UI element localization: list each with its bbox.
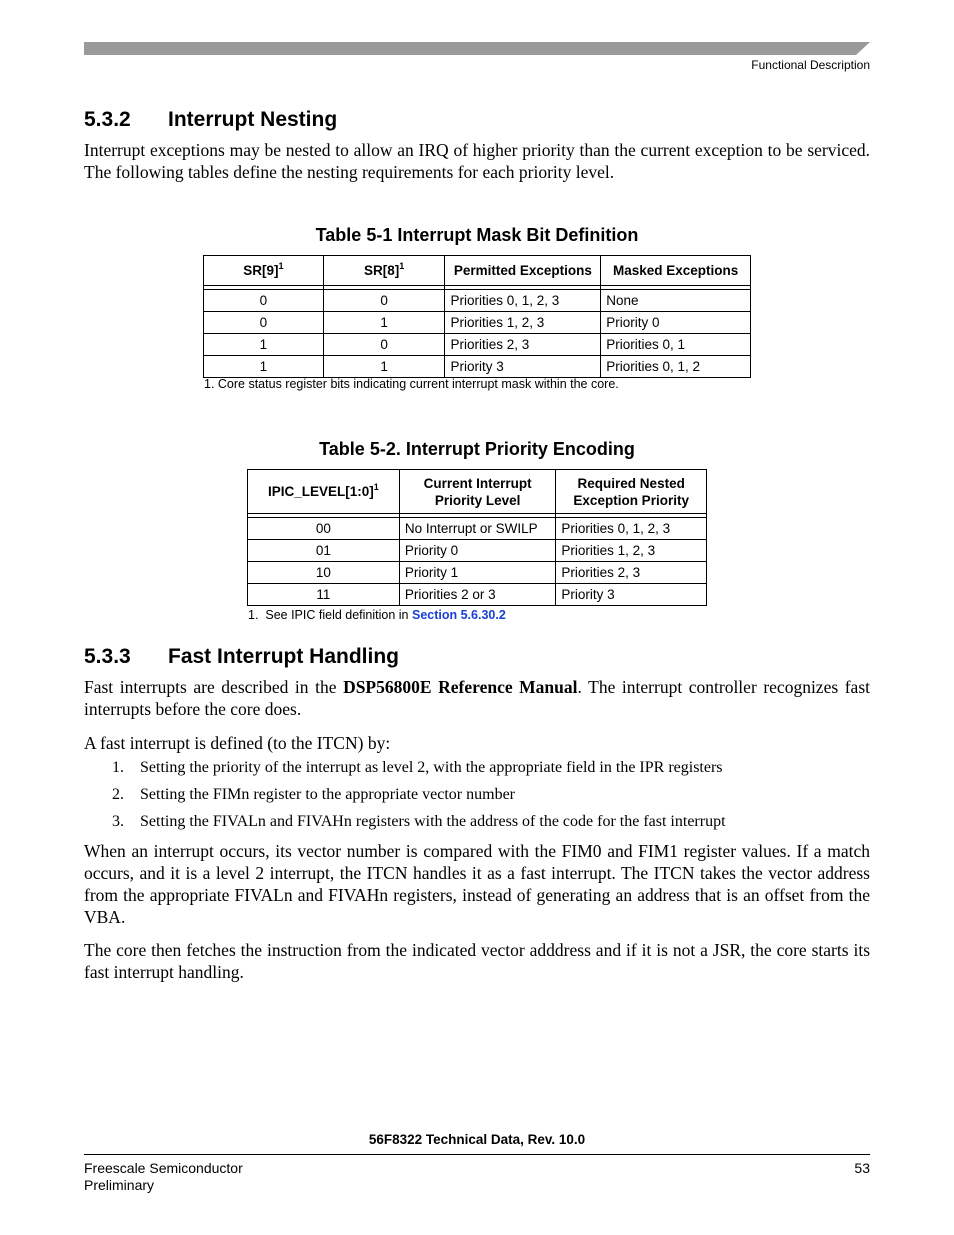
running-title: Functional Description (751, 58, 870, 72)
table-row: 11 Priorities 2 or 3 Priority 3 (248, 584, 707, 606)
list-item: 1. Setting the priority of the interrupt as level 2, with the appropriate field in the IPR registers (112, 759, 723, 776)
table-row: 1 1 Priority 3 Priorities 0, 1, 2 (204, 356, 751, 378)
table1-header: Masked Exceptions (601, 256, 751, 286)
table1-caption: Table 5-1 Interrupt Mask Bit Definition (315, 225, 639, 245)
table1-header: $SR[9]^1$ (204, 256, 324, 286)
table2-footnote: 1. See IPIC field definition in Section 5.6.30.2 (248, 608, 506, 622)
list-item: 2. Setting the FIMn register to the appropriate vector number (112, 786, 516, 803)
nesting-paragraph: Interrupt exceptions may be nested to allow an IRQ of higher priority than the current exception to be serviced. The following tables define the nesting requirements for each priority level. (84, 140, 870, 182)
table-row: 00 No Interrupt or SWILP Priorities 0, 1, 2, 3 (248, 518, 707, 540)
definition-intro: A fast interrupt is defined (to the ITCN) by: (84, 733, 391, 753)
table-interrupt-mask (203, 255, 751, 378)
section-heading-nesting (84, 108, 337, 132)
table2-caption: Table 5-2. Interrupt Priority Encoding (319, 439, 635, 459)
section-title: Interrupt Nesting (168, 108, 338, 131)
footer-status: Preliminary (84, 1177, 155, 1193)
list-item: 3. Setting the FIVALn and FIVAHn registers with the address of the code for the fast interrupt (112, 813, 726, 830)
table-row: 0 0 Priorities 0, 1, 2, 3 None (204, 290, 751, 312)
section-number: 5.3.2 (84, 108, 131, 131)
table-row: 0 1 Priorities 1, 2, 3 Priority 0 (204, 312, 751, 334)
footer-doc-title: 56F8322 Technical Data, Rev. 10.0 (368, 1132, 586, 1147)
table2-header: Required Nested Exception Priority (556, 470, 707, 514)
table-row: 1 0 Priorities 2, 3 Priorities 0, 1 (204, 334, 751, 356)
table1-footnote: 1. Core status register bits indicating current interrupt mask within the core. (204, 377, 619, 391)
section-title: Fast Interrupt Handling (168, 645, 399, 668)
page-number: 53 (854, 1160, 870, 1176)
vector-compare-paragraph: When an interrupt occurs, its vector number is compared with the FIM0 and FIM1 register values. If a match occurs, and it is a level 2 interrupt, the ITCN handles it as a fast interrupt. The ITCN takes the vector address from the appropriate FIVALn and FIVAHn registers, instead of generating an address that is an offset from the VBA. (84, 841, 870, 927)
footer-divider (84, 1154, 870, 1155)
table1-header: Permitted Exceptions (445, 256, 601, 286)
table-priority-encoding (247, 469, 707, 606)
core-fetch-paragraph: The core then fetches the instruction from the indicated vector adddress and if it is not a JSR, the core starts its fast interrupt handling. (84, 940, 870, 982)
table-row: 10 Priority 1 Priorities 2, 3 (248, 562, 707, 584)
table2-header: Current Interrupt Priority Level (399, 470, 556, 514)
header-bar (84, 42, 870, 55)
steps-list (84, 758, 726, 839)
table1-header: $SR[8]^1$ (323, 256, 445, 286)
section-number: 5.3.3 (84, 645, 131, 668)
section-link[interactable]: Section 5.6.30.2 (411, 608, 506, 622)
manual-reference: DSP56800E Reference Manual (343, 677, 578, 697)
section-heading-fast-interrupt (84, 645, 399, 669)
fast-interrupt-paragraph: Fast interrupts are described in the DSP56800E Reference Manual. The interrupt controller recognizes fast interrupts before the core does. (84, 677, 870, 719)
footer-company: Freescale Semiconductor Preliminary (84, 1160, 243, 1193)
table2-header: IPIC_LEVEL[1:0]$^1$ (248, 470, 400, 514)
table-row: 01 Priority 0 Priorities 1, 2, 3 (248, 540, 707, 562)
